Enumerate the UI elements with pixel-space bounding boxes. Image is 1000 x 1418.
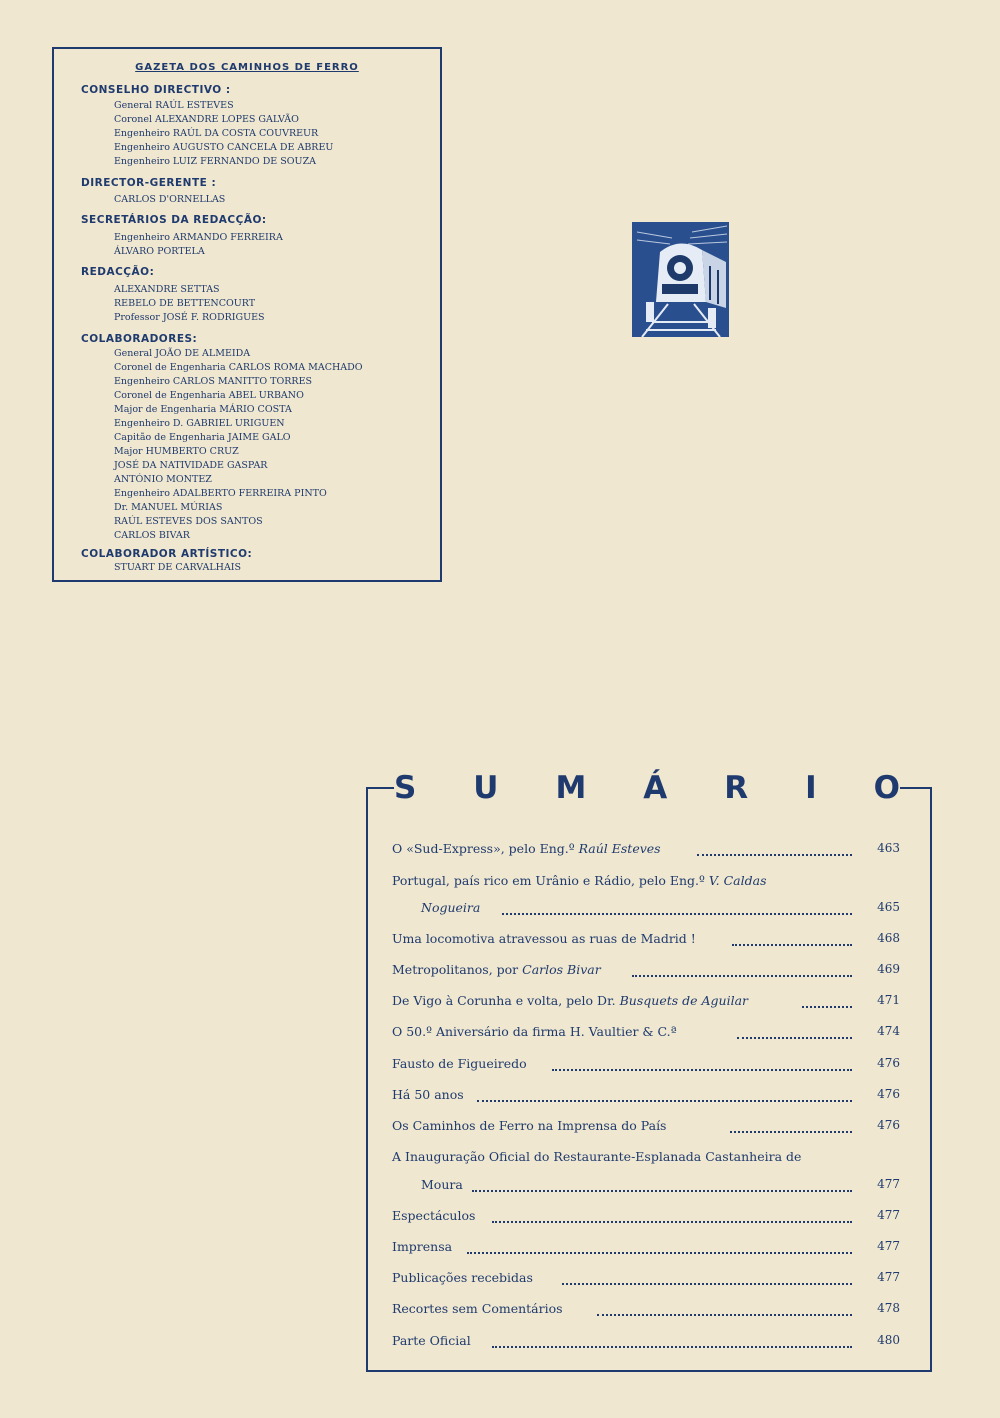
section-heading-secretarios: SECRETÁRIOS DA REDACÇÃO: — [81, 214, 267, 226]
toc-page: 476 — [877, 1056, 900, 1070]
summary-title-letter: Á — [643, 770, 668, 806]
toc-page: 478 — [877, 1301, 900, 1315]
staff-person: ÁLVARO PORTELA — [114, 246, 205, 257]
toc-leader — [552, 1059, 852, 1071]
staff-person: Engenheiro AUGUSTO CANCELA DE ABREU — [114, 142, 334, 153]
summary-title-letter: U — [473, 770, 499, 806]
toc-entry-author: Raúl Esteves — [578, 841, 661, 856]
toc-entry[interactable] — [392, 1118, 900, 1133]
summary-title-letter: I — [805, 770, 817, 806]
toc-page: 474 — [877, 1024, 900, 1038]
toc-entry[interactable] — [392, 1270, 900, 1285]
toc-entry[interactable] — [392, 1239, 900, 1254]
toc-leader — [472, 1180, 852, 1192]
staff-person: Engenheiro RAÚL DA COSTA COUVREUR — [114, 128, 319, 139]
summary-title-letter: R — [724, 770, 749, 806]
staff-person: Coronel de Engenharia ABEL URBANO — [114, 390, 304, 401]
toc-page: 465 — [877, 900, 900, 914]
toc-page: 471 — [877, 993, 900, 1007]
toc-entry[interactable] — [392, 1208, 900, 1223]
summary-title-letter: S — [394, 770, 417, 806]
toc-leader — [492, 1211, 852, 1223]
staff-person: Dr. MANUEL MÚRIAS — [114, 502, 223, 513]
staff-person: Coronel ALEXANDRE LOPES GALVÃO — [114, 114, 299, 125]
toc-leader — [492, 1336, 852, 1348]
toc-entry-title: Há 50 anos — [392, 1087, 464, 1102]
toc-page: 476 — [877, 1087, 900, 1101]
toc-entry[interactable] — [392, 1301, 900, 1316]
staff-person: CARLOS BIVAR — [114, 530, 190, 541]
toc-leader — [730, 1121, 852, 1133]
staff-person: REBELO DE BETTENCOURT — [114, 298, 256, 309]
toc-page: 477 — [877, 1177, 900, 1191]
toc-entry[interactable] — [392, 873, 900, 888]
section-heading-redaccao: REDACÇÃO: — [81, 266, 155, 278]
toc-entry[interactable] — [392, 1024, 900, 1039]
staff-person: Engenheiro CARLOS MANITTO TORRES — [114, 376, 313, 387]
toc-leader — [562, 1273, 852, 1285]
toc-entry-title: O 50.º Aniversário da firma H. Vaultier & C.ª — [392, 1024, 677, 1039]
toc-entry[interactable] — [392, 1149, 900, 1164]
toc-entry-title: Espectáculos — [392, 1208, 476, 1223]
staff-person: Professor JOSÉ F. RODRIGUES — [114, 312, 265, 323]
toc-entry-author: Busquets de Aguilar — [619, 993, 749, 1008]
toc-leader — [802, 996, 852, 1008]
staff-person: Engenheiro LUIZ FERNANDO DE SOUZA — [114, 156, 317, 167]
toc-page: 476 — [877, 1118, 900, 1132]
staff-person: Capitão de Engenharia JAIME GALO — [114, 432, 291, 443]
toc-entry-title: Uma locomotiva atravessou as ruas de Madrid ! — [392, 931, 696, 946]
toc-page: 477 — [877, 1208, 900, 1222]
toc-entry-title: Imprensa — [392, 1239, 453, 1254]
toc-entry-title: De Vigo à Corunha e volta, pelo Dr. — [392, 993, 620, 1008]
toc-entry[interactable] — [392, 841, 900, 856]
toc-page: 477 — [877, 1270, 900, 1284]
toc-entry-title: Os Caminhos de Ferro na Imprensa do País — [392, 1118, 667, 1133]
staff-person: JOSÉ DA NATIVIDADE GASPAR — [114, 460, 268, 471]
staff-person: Engenheiro D. GABRIEL URIGUEN — [114, 418, 285, 429]
toc-leader — [467, 1242, 852, 1254]
toc-page: 469 — [877, 962, 900, 976]
toc-page: 477 — [877, 1239, 900, 1253]
section-heading-director: DIRECTOR-GERENTE : — [81, 177, 217, 189]
toc-entry-author: V. Caldas — [708, 873, 767, 888]
staff-person: Engenheiro ADALBERTO FERREIRA PINTO — [114, 488, 327, 499]
staff-person: ALEXANDRE SETTAS — [114, 284, 220, 295]
toc-entry-title: Publicações recebidas — [392, 1270, 533, 1285]
locomotive-emblem-icon — [632, 222, 729, 337]
toc-leader — [632, 965, 852, 977]
toc-entry[interactable] — [392, 993, 900, 1008]
toc-entry-author: Nogueira — [421, 900, 481, 915]
section-heading-conselho: CONSELHO DIRECTIVO : — [81, 84, 231, 96]
toc-entry-title: Moura — [421, 1177, 463, 1192]
section-heading-colaboradores: COLABORADORES: — [81, 333, 198, 345]
toc-entry-title: Metropolitanos, por — [392, 962, 523, 977]
toc-entry-title: A Inauguração Oficial do Restaurante-Esplanada Castanheira de — [392, 1149, 802, 1164]
staff-person: General RAÚL ESTEVES — [114, 100, 234, 111]
summary-title-letter: M — [555, 770, 587, 806]
toc-entry[interactable] — [392, 1333, 900, 1348]
staff-person: RAÚL ESTEVES DOS SANTOS — [114, 516, 263, 527]
toc-leader — [502, 903, 852, 915]
toc-page: 463 — [877, 841, 900, 855]
toc-entry[interactable] — [392, 1087, 900, 1102]
toc-leader — [597, 1304, 852, 1316]
toc-page: 468 — [877, 931, 900, 945]
staff-person: General JOÃO DE ALMEIDA — [114, 348, 251, 359]
staff-title: GAZETA DOS CAMINHOS DE FERRO — [135, 62, 359, 73]
toc-leader — [732, 934, 852, 946]
staff-person: Engenheiro ARMANDO FERREIRA — [114, 232, 283, 243]
toc-entry-title: Recortes sem Comentários — [392, 1301, 563, 1316]
staff-box — [52, 47, 442, 582]
section-heading-artistico: COLABORADOR ARTÍSTICO: — [81, 548, 253, 560]
staff-person: Major HUMBERTO CRUZ — [114, 446, 239, 457]
toc-entry[interactable] — [392, 1056, 900, 1071]
summary-title-letter: O — [873, 770, 900, 806]
toc-entry-title: Parte Oficial — [392, 1333, 471, 1348]
toc-leader — [697, 844, 852, 856]
staff-person: Major de Engenharia MÁRIO COSTA — [114, 404, 292, 415]
toc-entry[interactable] — [392, 931, 900, 946]
toc-entry-title: Portugal, país rico em Urânio e Rádio, pelo Eng.º — [392, 873, 709, 888]
toc-leader — [477, 1090, 852, 1102]
toc-entry-title: O «Sud-Express», pelo Eng.º — [392, 841, 579, 856]
staff-person: Coronel de Engenharia CARLOS ROMA MACHADO — [114, 362, 363, 373]
toc-entry[interactable] — [392, 962, 900, 977]
staff-person: STUART DE CARVALHAIS — [114, 562, 242, 573]
toc-page: 480 — [877, 1333, 900, 1347]
staff-person: ANTÓNIO MONTEZ — [114, 474, 212, 485]
staff-person: CARLOS D'ORNELLAS — [114, 194, 226, 205]
toc-entry-title: Fausto de Figueiredo — [392, 1056, 527, 1071]
toc-entry-author: Carlos Bivar — [522, 962, 601, 977]
toc-leader — [737, 1027, 852, 1039]
